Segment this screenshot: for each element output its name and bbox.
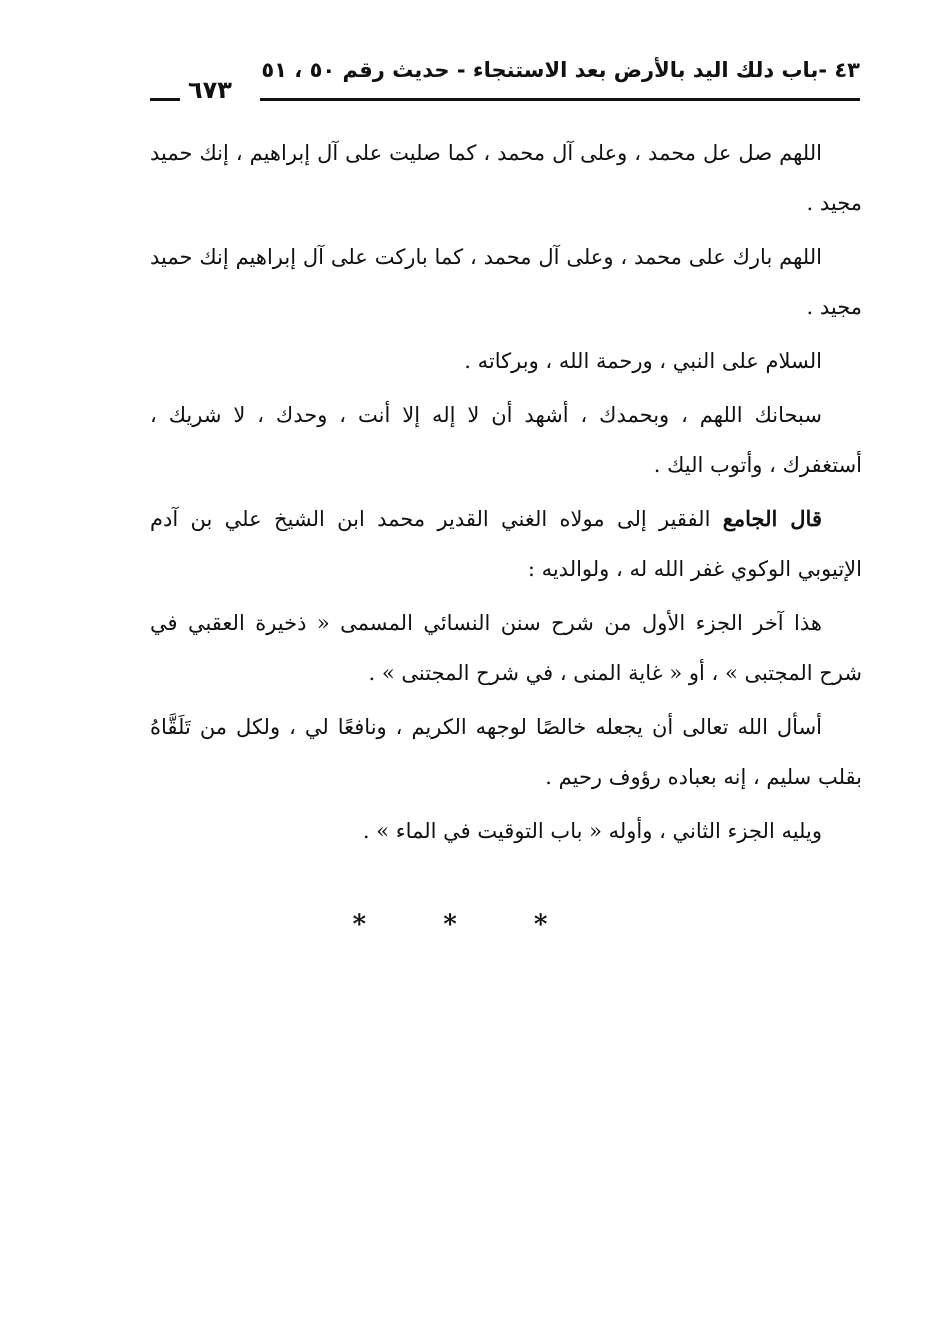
section-separator: * * * bbox=[352, 910, 582, 940]
paragraph-barakah bbox=[150, 232, 862, 332]
paragraph-text: أسأل الله تعالى أن يجعله خالصًا لوجهه الكريم ، ونافعًا لي ، ولكل من تَلَقَّاهُ بقلب سليم ، إنه بعباده رؤوف رحيم . bbox=[150, 715, 862, 789]
page-number: ٦٧٣ bbox=[188, 76, 232, 104]
paragraph-text: السلام على النبي ، ورحمة الله ، وبركاته . bbox=[464, 349, 822, 373]
paragraph-subhanak bbox=[150, 390, 862, 490]
paragraph-volume-end bbox=[150, 598, 862, 698]
paragraph-dua bbox=[150, 702, 862, 802]
paragraph-lead: قال الجامع bbox=[722, 506, 822, 531]
paragraph-text: اللهم بارك على محمد ، وعلى آل محمد ، كما باركت على آل إبراهيم إنك حميد مجيد . bbox=[150, 245, 862, 319]
paragraph-salawat bbox=[150, 128, 862, 228]
paragraph-author bbox=[150, 494, 862, 594]
paragraph-text: هذا آخر الجزء الأول من شرح سنن النسائي المسمى « ذخيرة العقبي في شرح المجتبى » ، أو « غاية المنى ، في شرح المجتنى » . bbox=[150, 611, 862, 685]
page-header bbox=[150, 58, 860, 104]
running-title: ٤٣ -باب دلك اليد بالأرض بعد الاستنجاء - حديث رقم ٥٠ ، ٥١ bbox=[261, 58, 860, 82]
header-rule bbox=[260, 98, 860, 101]
header-rule-left bbox=[150, 98, 180, 101]
paragraph-text: ويليه الجزء الثاني ، وأوله « باب التوقيت في الماء » . bbox=[362, 819, 822, 843]
paragraph-text: سبحانك اللهم ، وبحمدك ، أشهد أن لا إله إلا أنت ، وحدك ، لا شريك ، أستغفرك ، وأتوب اليك . bbox=[150, 403, 862, 477]
paragraph-text: اللهم صل عل محمد ، وعلى آل محمد ، كما صليت على آل إبراهيم ، إنك حميد مجيد . bbox=[150, 141, 862, 215]
paragraph-next-volume bbox=[150, 806, 862, 856]
paragraph-text: الفقير إلى مولاه الغني القدير محمد ابن الشيخ علي بن آدم الإتيوبي الوكوي غفر الله له ، ولوالديه : bbox=[150, 507, 862, 581]
paragraph-salam bbox=[150, 336, 862, 386]
body-text bbox=[150, 128, 862, 860]
